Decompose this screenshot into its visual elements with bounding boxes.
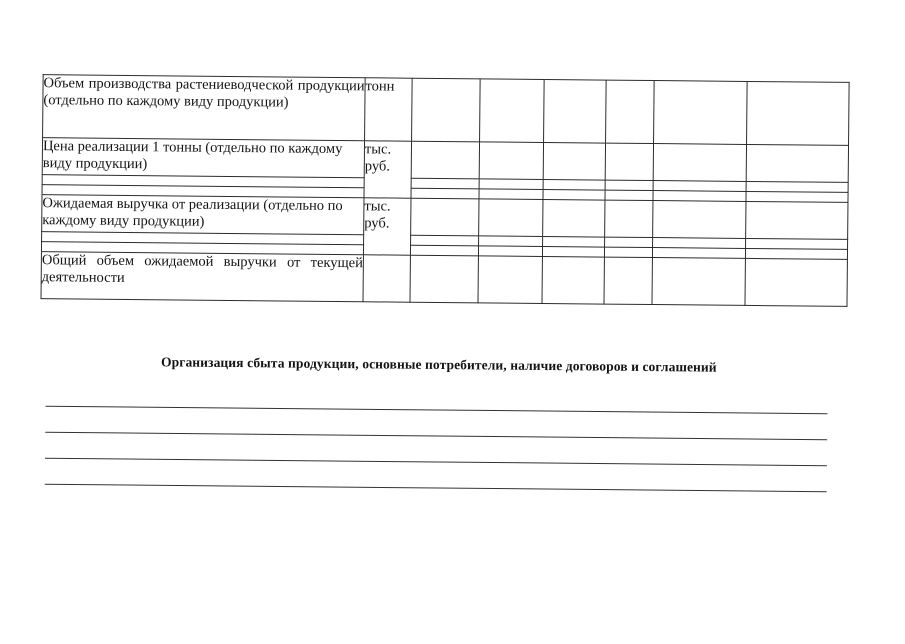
sale-price-label: Цена реализации 1 тонны (отдельно по каждому виду продукции) <box>42 138 364 178</box>
answer-line[interactable] <box>45 406 827 414</box>
answer-line[interactable] <box>45 432 827 440</box>
total-revenue-label: Общий объем ожидаемой выручки от текущей деятельности <box>41 252 363 302</box>
section-heading: Организация сбыта продукции, основные потребители, наличие договоров и соглашений <box>160 354 717 375</box>
answer-line[interactable] <box>45 484 827 492</box>
sale-price-unit: тыс. руб. <box>364 141 412 198</box>
expected-revenue-unit: тыс. руб. <box>363 198 411 255</box>
production-volume-unit: тонн <box>365 78 413 141</box>
answer-line[interactable] <box>45 458 827 466</box>
expected-revenue-label: Ожидаемая выручка от реализации (отдельно по каждому виду продукции) <box>42 195 364 235</box>
production-volume-label: Объем производства растениеводческой продукции (отдельно по каждому виду продукции) <box>43 75 366 141</box>
